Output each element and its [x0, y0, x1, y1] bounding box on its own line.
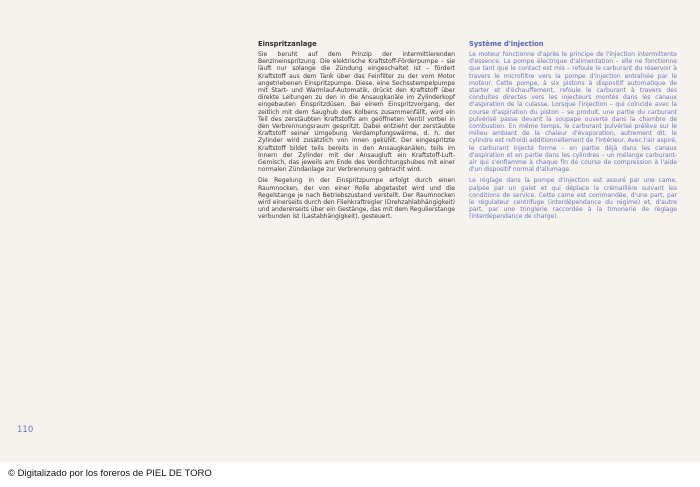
page-number: 110: [17, 425, 34, 435]
digitization-credit: © Digitalizado por los foreros de PIEL DE TORO: [8, 468, 212, 479]
french-paragraph-1: Le moteur fonctionne d'après le principe de l'injection intermittente d'essence. La pompe électrique d'alimentation – elle ne fonctionne que tant que le contact est mis – refoule le carburant du réservoir à travers le microfiltre vers la pompe d'injection entraînée par le moteur. Cette pompe, à six pistons à dispositif automatique de starter et d'échauffement, refoule le carburant à travers des conduites directes vers les injecteurs montés dans les canaux d'aspiration de la culasse. Lorsque l'injection – qui coïncide avec la course d'aspiration du piston – se produit, une partie du carburant pulvérisé passe devant la soupape ouverte dans la chambre de combustion. En même temps, le carburant pulvérisé prélève sur le milieu ambiant de la chaleur d'évaporation, autrement dit, le cylindre est refroidi additionnellement de l'intérieur. Avec l'air aspiré, le carburant injecté forme – en partie déjà dans les canaux d'aspiration et en partie dans les cylindres – un mélange carburant-air qui s'enflamme à chaque fin de course de compression à l'aide d'un dispositif normal d'allumage.: [469, 51, 677, 174]
german-paragraph-2: Die Regelung in der Einspritzpumpe erfolgt durch einen Raumnocken, der von einer Rolle abgetastet wird und die Regelstange je nach Betriebszustand verstellt. Der Raumnocken wird einerseits durch den Fliehkraftregler (Drehzahlabhängigkeit) und andererseits über ein Gestänge, das mit dem Regulierstange verbunden ist (Lastabhängigkeit), gesteuert.: [258, 177, 455, 221]
french-paragraph-2: Le réglage dans la pompe d'injection est assuré par une came, palpée par un galet et qui déplace la crémaillère suivant les conditions de service. Cette came est commandée, d'une part, par le régulateur centrifuge (interdépendance du régime) et, d'autre part, par une tringlerie raccordée à la timonerie de réglage (interdépendance de charge).: [469, 177, 677, 221]
footer-bar: [0, 462, 700, 487]
german-paragraph-1: Sie beruht auf dem Prinzip der intermittierenden Benzineinspritzung. Die elektrische Kraftstoff-Förderpumpe – sie läuft nur solange die Zündung eingeschaltet ist – fördert Kraftstoff aus dem Tank über das Feinfilter zu der vom Motor angetriebenen Einspritzpumpe. Diese, eine Sechsstempelpumpe mit Start- und Warmlauf-Automatik, drückt den Kraftstoff über direkte Leitungen zu den in die Ansaugkanäle im Zylinderkopf eingebauten Einspritzdüsen. Bei einem Einspritzvorgang, der zeitlich mit dem Saughub des Kolbens zusammenfällt, wird ein Teil des zerstäubten Kraftstoffs am geöffneten Ventil vorbei in den Verbrennungsraum gespritzt. Dabei entzieht der zerstäubte Kraftstoff seiner Umgebung Verdampfungswärme, d. h. der Zylinder wird zusätzlich von innen gekühlt. Der eingespritzte Kraftstoff bildet teils bereits in den Ansaugkanälen, teils im Innern der Zylinder mit der Ansaugluft ein Kraftstoff-Luft-Gemisch, das jeweils am Ende des Verdichtungshubes mit einer normalen Zündanlage zur Verbrennung gebracht wird.: [258, 51, 455, 174]
french-heading: Système d'injection: [469, 40, 544, 48]
german-column: [258, 40, 455, 225]
french-column: [469, 40, 677, 225]
german-heading: Einspritzanlage: [258, 40, 317, 48]
